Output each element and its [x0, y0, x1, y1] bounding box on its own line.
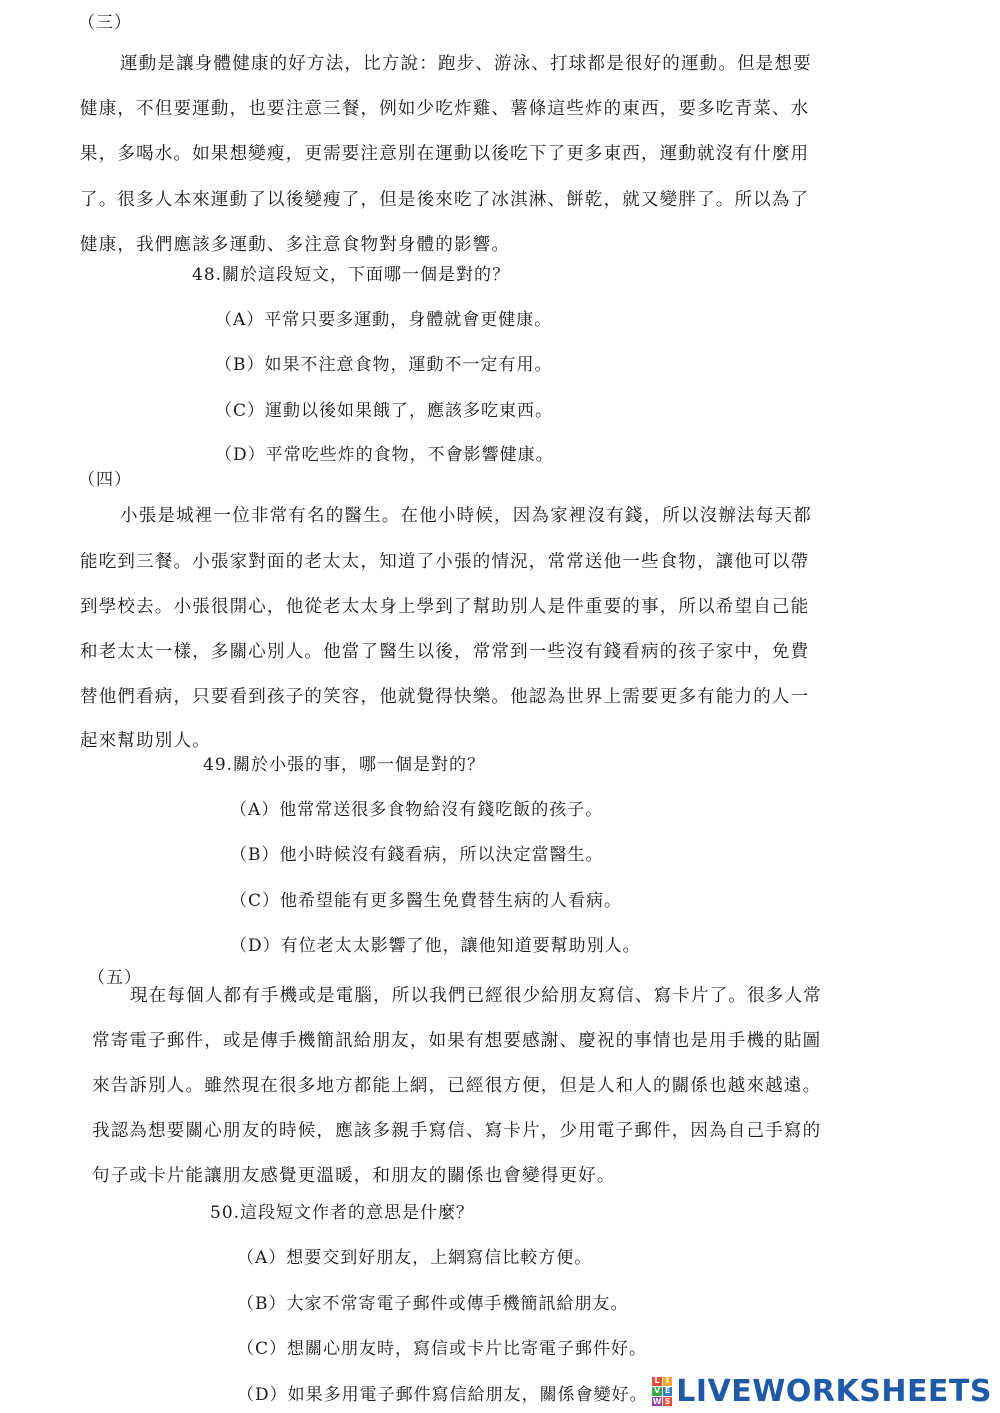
question-48: 48.關於這段短文，下面哪一個是對的？: [192, 265, 511, 285]
option-48-b[interactable]: （B）如果不注意食物，運動不一定有用。: [215, 355, 553, 375]
option-49-a[interactable]: （A）他常常送很多食物給沒有錢吃飯的孩子。: [230, 800, 604, 820]
option-50-b[interactable]: （B）大家不常寄電子郵件或傳手機簡訊給朋友。: [237, 1294, 629, 1314]
paragraph-line: 來告訴別人。雖然現在很多地方都能上網，已經很方便，但是人和人的關係也越來越遠。: [92, 1076, 822, 1096]
paragraph-line: 運動是讓身體健康的好方法，比方說：跑步、游泳、打球都是很好的運動。但是想要: [120, 54, 812, 74]
logo-tile: V: [653, 1386, 661, 1396]
paragraph-line: 和老太太一樣，多關心別人。他當了醫生以後，常常到一些沒有錢看病的孩子家中，免費: [80, 642, 810, 662]
liveworksheets-watermark: [652, 1374, 992, 1409]
logo-tile: L: [652, 1377, 662, 1386]
section-label-5: （五）: [88, 968, 142, 988]
section-label-4: （四）: [78, 470, 132, 490]
liveworksheets-logo-text: LIVEWORKSHEETS: [676, 1374, 992, 1409]
paragraph-line: 現在每個人都有手機或是電腦，所以我們已經很少給朋友寫信、寫卡片了。很多人常: [130, 986, 822, 1006]
paragraph-line: 常寄電子郵件，或是傳手機簡訊給朋友，如果有想要感謝、慶祝的事情也是用手機的貼圖: [92, 1031, 822, 1051]
liveworksheets-logo-icon: [652, 1377, 672, 1407]
option-48-d[interactable]: （D）平常吃些炸的食物，不會影響健康。: [215, 445, 554, 465]
option-50-d[interactable]: （D）如果多用電子郵件寫信給朋友，關係會變好。: [237, 1385, 648, 1405]
paragraph-line: 句子或卡片能讓朋友感覺更溫暖，和朋友的關係也會變得更好。: [92, 1166, 616, 1186]
option-49-c[interactable]: （C）他希望能有更多醫生免費替生病的人看病。: [230, 891, 623, 911]
paragraph-line: 替他們看病，只要看到孩子的笑容，他就覺得快樂。他認為世界上需要更多有能力的人一: [80, 687, 810, 707]
option-50-a[interactable]: （A）想要交到好朋友，上網寫信比較方便。: [237, 1248, 593, 1268]
paragraph-line: 健康，不但要運動，也要注意三餐，例如少吃炸雞、薯條這些炸的東西，要多吃青菜、水: [80, 99, 810, 119]
paragraph-line: 起來幫助別人。: [80, 731, 211, 751]
option-49-b[interactable]: （B）他小時候沒有錢看病，所以決定當醫生。: [230, 845, 604, 865]
paragraph-line: 健康，我們應該多運動、多注意食物對身體的影響。: [80, 235, 511, 255]
question-49: 49.關於小張的事，哪一個是對的？: [203, 755, 486, 775]
option-49-d[interactable]: （D）有位老太太影響了他，讓他知道要幫助別人。: [230, 936, 641, 956]
logo-tile: S: [664, 1396, 671, 1406]
option-50-c[interactable]: （C）想關心朋友時，寫信或卡片比寄電子郵件好。: [237, 1339, 648, 1359]
paragraph-line: 小張是城裡一位非常有名的醫生。在他小時候，因為家裡沒有錢，所以沒辦法每天都: [120, 506, 812, 526]
paragraph-line: 能吃到三餐。小張家對面的老太太，知道了小張的情況，常常送他一些食物，讓他可以帶: [80, 552, 810, 572]
logo-tile: I: [663, 1377, 673, 1386]
question-50: 50.這段短文作者的意思是什麼？: [210, 1203, 475, 1223]
paragraph-line: 了。很多人本來運動了以後變瘦了，但是後來吃了冰淇淋、餅乾，就又變胖了。所以為了: [80, 190, 810, 210]
option-48-c[interactable]: （C）運動以後如果餓了，應該多吃東西。: [215, 401, 554, 421]
paragraph-line: 到學校去。小張很開心，他從老太太身上學到了幫助別人是件重要的事，所以希望自己能: [80, 597, 810, 617]
paragraph-line: 果，多喝水。如果想變瘦，更需要注意別在運動以後吃下了更多東西，運動就沒有什麼用: [80, 144, 810, 164]
logo-tile: W: [652, 1396, 662, 1406]
section-label-3: （三）: [78, 13, 132, 33]
paragraph-line: 我認為想要關心朋友的時候，應該多親手寫信、寫卡片，少用電子郵件，因為自己手寫的: [92, 1121, 822, 1141]
logo-tile: E: [663, 1387, 673, 1396]
option-48-a[interactable]: （A）平常只要多運動，身體就會更健康。: [215, 310, 553, 330]
